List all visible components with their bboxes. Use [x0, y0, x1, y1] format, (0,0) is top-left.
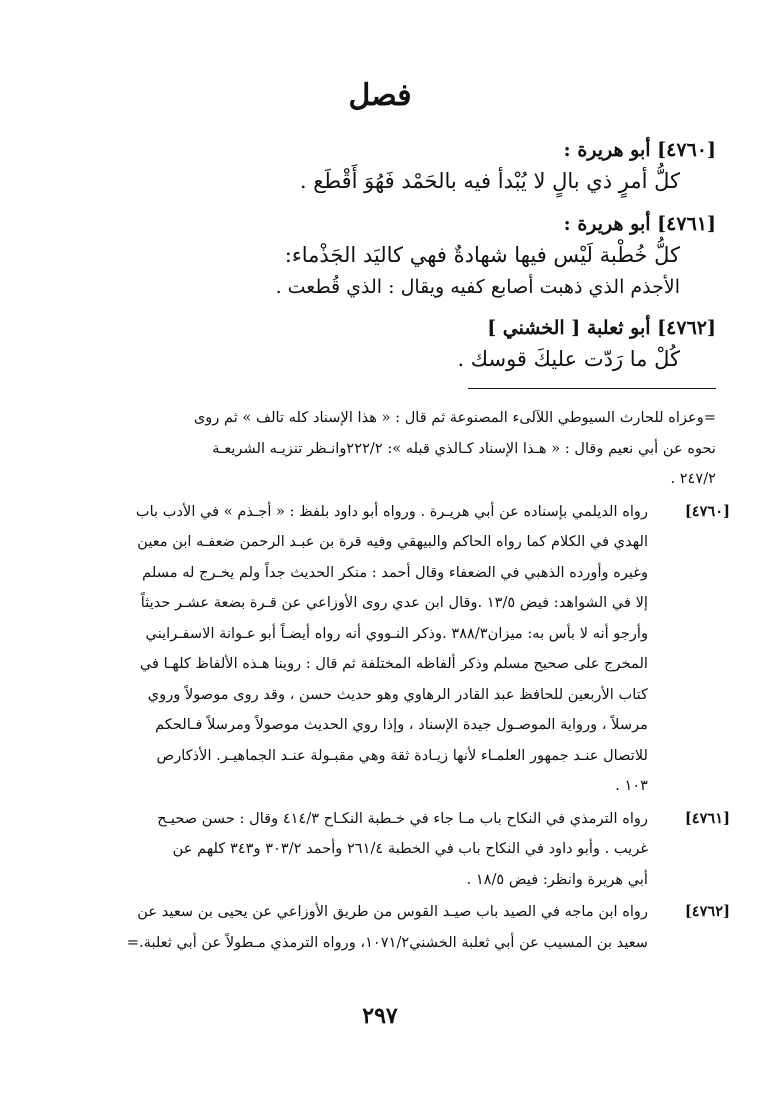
footnote-line: مرسلاً ، ورواية الموصـول جيدة الإسناد ، وإذا روي الحديث موصولاً ومرسلاً فـالحكم: [155, 716, 648, 733]
footnote-line: =وعزاه للحارث السيوطي اللآلىء المصنوعة ثم قال : « هذا الإسناد كله تالف » ثم روى: [193, 409, 716, 426]
footnote-line: رواه ابن ماجه في الصيد باب صيـد القوس من طريق الأوزاعي عن يحيى بن سعيد عن: [137, 903, 648, 920]
footnote-line: أبي هريرة وانظر: فيض ١٨/٥ .: [466, 870, 648, 888]
entry-number: [٤٧٦١]: [657, 213, 716, 235]
hadith-text: كُلْ ما رَدّت عليكَ قوسك .: [457, 347, 680, 371]
entry-header: [44, 210, 716, 238]
footnote: [44, 804, 730, 896]
entry-number: [٤٧٦٠]: [657, 139, 716, 161]
footnote-line: ٢٤٧/٢ .: [670, 470, 716, 487]
footnote-line: سعيد بن المسيب عن أبي ثعلبة الخشني١٠٧١/٢، ورواه الترمذي مـطولاً عن أبي ثعلبة.=: [126, 933, 648, 951]
footnote-line: غريب . وأبو داود في النكاح باب في الخطبة ٢٦١/٤ وأحمد ٣٠٣/٢ و٣٤٣ كلهم عن: [172, 840, 648, 857]
hadith-gloss: الأجذم الذي ذهبت أصابع كفيه ويقال : الذي قُطعت .: [275, 276, 680, 298]
footnote-line: إلا في الشواهد: فيض ١٣/٥ .وقال ابن عدي روى الأوزاعي عن قـرة بضعة عشـر حديثاً: [140, 594, 648, 611]
footnote-number: [٤٧٦٠]: [684, 502, 730, 520]
footnote-line: المخرج على صحيح مسلم وذكر ألفاظه المختلفة ثم قال : روينا هـذه الألفاظ كلهـا في: [139, 655, 648, 672]
footnote-line: رواه الترمذي في النكاح باب مـا جاء في خـطبة النكـاح ٤١٤/٣ وقال : حسن صحيـح: [157, 809, 648, 827]
footnote-continuation: [44, 403, 716, 495]
narrator-name: أبو ثعلبة: [586, 317, 651, 339]
entry-header: [44, 314, 716, 342]
entry-colon: :: [563, 213, 571, 235]
footnote-line: كتاب الأربعين للحافظ عبد القادر الرهاوي وهو حديث حسن ، وقد روى موصولاً وروي: [147, 685, 648, 703]
section-title: فصل: [348, 78, 412, 113]
hadith-entry: [44, 314, 716, 376]
narrator-nisba: [ الخشني ]: [487, 317, 581, 339]
footnote-number: [٤٧٦١]: [684, 809, 730, 827]
entry-header: [44, 136, 716, 164]
document-page: [44, 76, 730, 1076]
hadith-text: كلُّ خُطْبة لَيْس فيها شهادةٌ فهي كاليَد الجَذْماء:: [284, 243, 680, 267]
entry-number: [٤٧٦٢]: [657, 317, 716, 339]
narrator-name: أبو هريرة: [577, 213, 651, 235]
footnote-line: ١٠٣ .: [615, 777, 648, 794]
footnote-line: نحوه عن أبي نعيم وقال : « هـذا الإسناد كـالذي قبله »: ٢٢٢/٢وانـظر تنزيـه الشريعـة: [212, 439, 716, 457]
footnote-separator: [468, 388, 716, 389]
entry-colon: :: [563, 139, 571, 161]
footnote-line: وغيره وأورده الذهبي في الضعفاء وقال أحمد : منكر الحديث جداً ولم يخـرج له مسلم: [142, 563, 648, 581]
hadith-text: كلُّ أمرٍ ذي بالٍ لا يُبْدأ فيه بالحَمْد فَهُوَ أَقْطَع .: [299, 169, 680, 193]
footnote-number: [٤٧٦٢]: [684, 903, 730, 920]
narrator-name: أبو هريرة: [577, 139, 651, 161]
footnote-line: الهدي في الكلام كما رواه الحاكم والبيهقي وفيه قرة بن عبـد الرحمن ضعفـه ابن معين: [137, 533, 648, 550]
footnotes: [44, 403, 730, 958]
footnote-line: وأرجو أنه لا بأس به: ميزان٣٨٨/٣ .وذكر النـووي أنه رواه أيضـاً أبو عـوانة الاسفـرايني: [145, 624, 648, 642]
footnote-line: للاتصال عنـد جمهور العلمـاء لأنها زيـادة ثقة وهي مقبـولة عنـد الجماهيـر. الأذكارص: [156, 746, 648, 764]
hadith-entry: [44, 210, 716, 302]
footnote: [44, 897, 730, 958]
footnote: [44, 497, 730, 802]
page-number: ٢٩٧: [362, 1003, 398, 1029]
footnote-line: رواه الديلمي بإسناده عن أبي هريـرة . ورواه أبو داود بلفظ : « أجـذم » في الأدب باب: [135, 502, 648, 520]
hadith-entry: [44, 136, 716, 198]
